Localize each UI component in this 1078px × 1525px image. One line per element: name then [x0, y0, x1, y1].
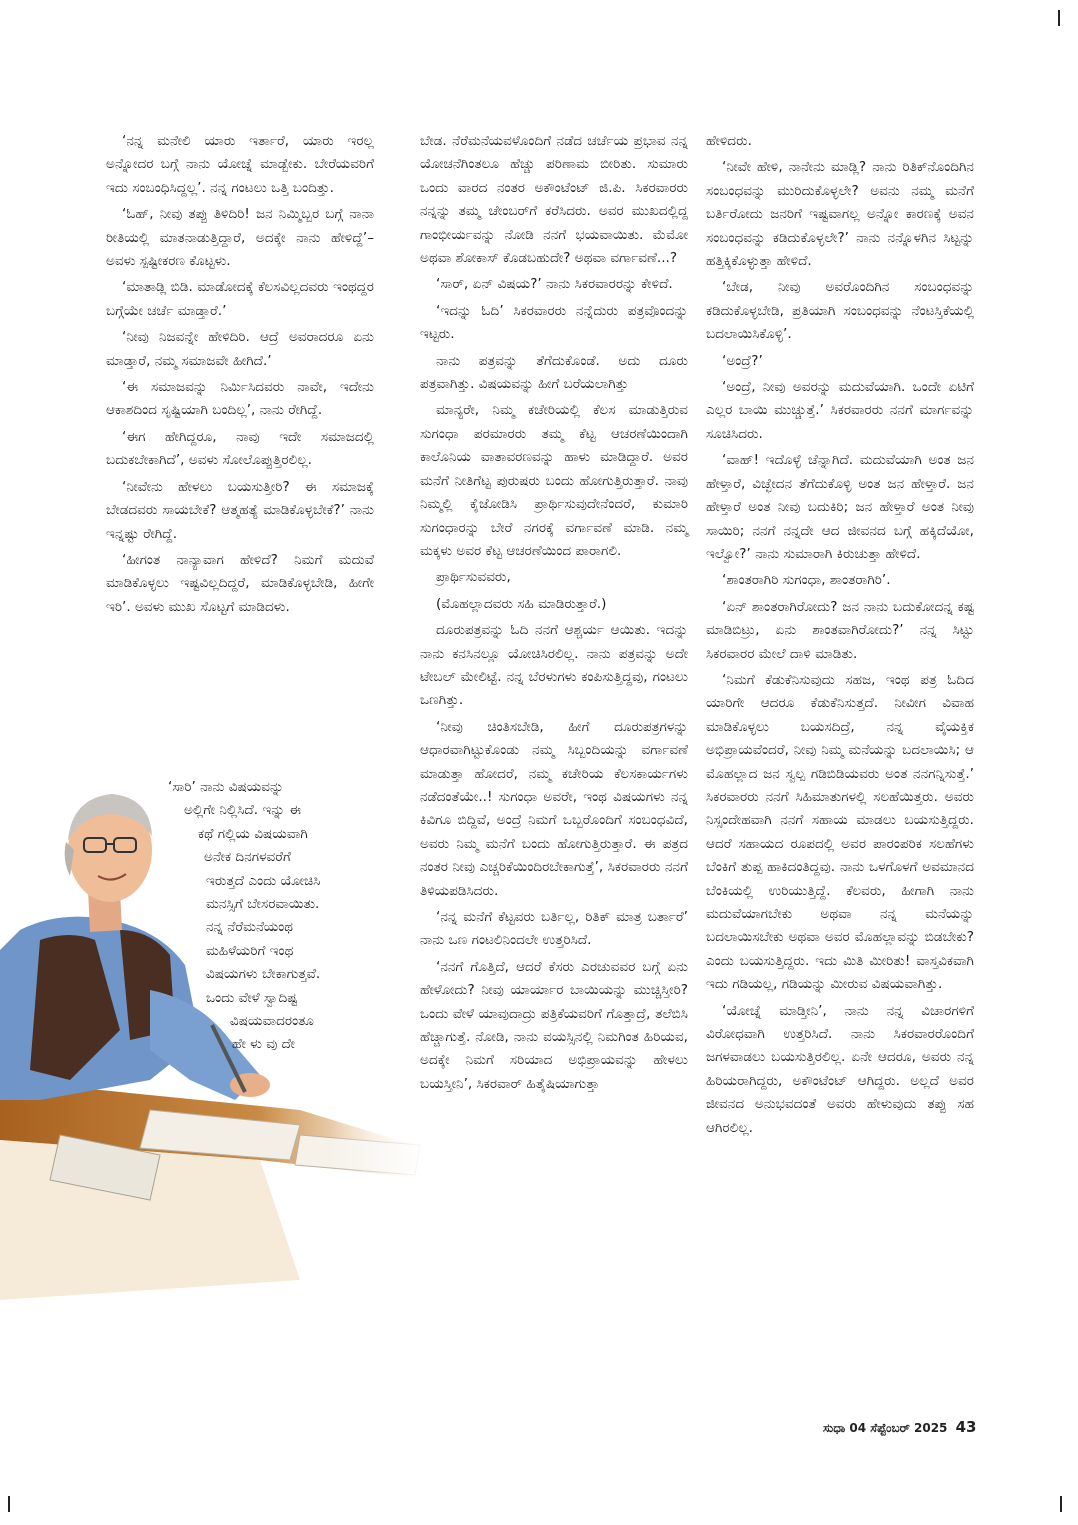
paragraph: ಮಾನ್ಯರೇ, ನಿಮ್ಮ ಕಚೇರಿಯಲ್ಲಿ ಕೆಲಸ ಮಾಡುತ್ತಿರುವ ಸುಗಂಧಾ ಪರಮಾರರು ತಮ್ಮ ಕೆಟ್ಟ ಆಚರಣೆಯಿಂದಾಗಿ ಕಾಲೊನಿಯ ವಾತಾವರಣವನ್ನು ಹಾಳು ಮಾಡಿದ್ದಾರೆ. ಅವರ ಮನೆಗೆ ನೀತಿಗೆಟ್ಟ ಪುರುಷರು ಬಂದು ಹೋಗುತ್ತಿರುತ್ತಾರೆ. ನಾವು ನಿಮ್ಮಲ್ಲಿ ಕೈಜೋಡಿಸಿ ಪ್ರಾರ್ಥಿಸುವುದೇನೆಂದರೆ, ಕುಮಾರಿ ಸುಗಂಧಾರನ್ನು ಬೇರೆ ನಗರಕ್ಕೆ ವರ್ಗಾವಣೆ ಮಾಡಿ. ನಮ್ಮ ಮಕ್ಕಳು ಅವರ ಕೆಟ್ಟ ಆಚರಣೆಯಿಂದ ಪಾರಾಗಲಿ.: [420, 402, 688, 559]
text-line: ಅಲ್ಲಿಗೇ ನಿಲ್ಲಿಸಿದೆ. ಇನ್ನು ಈ: [184, 802, 302, 819]
text-line: ಮಹಿಳೆಯರಿಗೆ ಇಂಥ: [206, 942, 294, 959]
page-footer: [823, 1418, 976, 1436]
paragraph: ನಾನು ಪತ್ರವನ್ನು ತೆಗೆದುಕೊಂಡೆ. ಅದು ದೂರು ಪತ್ರವಾಗಿತ್ತು. ವಿಷಯವನ್ನು ಹೀಗೆ ಬರೆಯಲಾಗಿತ್ತು: [420, 352, 688, 393]
crop-mark: [1058, 10, 1060, 26]
text-line: ಒಂದು ವೇಳೆ ಸ್ವಾದಿಷ್ಟ: [206, 989, 298, 1006]
paragraph: ‘ನೀವೇನು ಹೇಳಲು ಬಯಸುತ್ತೀರಿ? ಈ ಸಮಾಜಕ್ಕೆ ಬೇಡದವರು ಸಾಯಬೇಕೆ? ಆತ್ಮಹತ್ಯೆ ಮಾಡಿಕೊಳ್ಳಬೇಕೆ?’ ನಾನು ಇನ್ನಷ್ಟು ರೇಗಿದ್ದೆ.: [106, 478, 374, 542]
paragraph: ‘ಬೇಡ, ನೀವು ಅವರೊಂದಿಗಿನ ಸಂಬಂಧವನ್ನು ಕಡಿದುಕೊಳ್ಳಬೇಡಿ, ಪ್ರತಿಯಾಗಿ ಸಂಬಂಧವನ್ನು ನೆಂಟಸ್ತಿಕೆಯಲ್ಲಿ ಬದಲಾಯಿಸಿಕೊಳ್ಳಿ’.: [706, 279, 974, 343]
paragraph: ‘ನನಗೆ ಗೊತ್ತಿದೆ, ಆದರೆ ಕೆಸರು ಎರಚುವವರ ಬಗ್ಗೆ ಏನು ಹೇಳೋದು? ನೀವು ಯಾರ್ಯಾರ ಬಾಯಿಯನ್ನು ಮುಚ್ಚಿಸ್ತೀರಿ? ಒಂದು ವೇಳೆ ಯಾವುದಾದ್ರು ಪತ್ರಿಕೆಯವರಿಗೆ ಗೊತ್ತಾದ್ರೆ, ತಲೆಬಿಸಿ ಹೆಚ್ಚಾಗುತ್ತೆ. ನೋಡಿ, ನಾನು ವಯಸ್ಸಿನಲ್ಲಿ ನಿಮಗಿಂತ ಹಿರಿಯವ, ಅದಕ್ಕೇ ನಿಮಗೆ ಸರಿಯಾದ ಅಭಿಪ್ರಾಯವನ್ನು ಹೇಳಲು ಬಯಸ್ತೀನಿ’, ಸಿಕರವಾರ್ ಹಿತೈಷಿಯಾಗುತ್ತಾ: [420, 958, 688, 1092]
paragraph: ‘ವಾಹ್! ಇದೊಳ್ಳೆ ಚೆನ್ನಾಗಿದೆ. ಮದುವೆಯಾಗಿ ಅಂತ ಜನ ಹೇಳ್ತಾರೆ, ವಿಚ್ಛೇದನ ತೆಗೆದುಕೊಳ್ಳಿ ಅಂತ ಜನ ಹೇಳ್ತಾರೆ. ಜನ ಹೇಳ್ತಾರೆ ಅಂತ ನೀವು ಬದುಕಿರಿ; ಜನ ಹೇಳ್ತಾರೆ ಅಂತ ನೀವು ಸಾಯಿರಿ; ನನಗೆ ನನ್ನದೇ ಆದ ಜೀವನದ ಬಗ್ಗೆ ಹಕ್ಕಿದೆಯೋ, ಇಲ್ವೋ?’ ನಾನು ಸುಮಾರಾಗಿ ಕಿರುಚುತ್ತಾ ಹೇಳಿದೆ.: [706, 452, 974, 562]
text-line: ವಿಷಯವಾದರಂತೂ: [230, 1013, 314, 1030]
paragraph: ‘ನಿಮಗೆ ಕೆಡುಕೆನಿಸುವುದು ಸಹಜ, ಇಂಥ ಪತ್ರ ಓದಿದ ಯಾರಿಗೇ ಆದರೂ ಕೆಡುಕೆನಿಸುತ್ತದೆ. ನೀವೀಗ ವಿವಾಹ ಮಾಡಿಕೊಳ್ಳಲು ಬಯಸದಿದ್ರೆ, ನನ್ನ ವೈಯಕ್ತಿಕ ಅಭಿಪ್ರಾಯವೆಂದರೆ, ನೀವು ನಿಮ್ಮ ಮನೆಯನ್ನು ಬದಲಾಯಿಸಿ; ಆ ಮೊಹಲ್ಲಾದ ಜನ ಸ್ವಲ್ಪ ಗಡಿಬಿಡಿಯವರು ಅಂತ ನನಗನ್ನಿಸುತ್ತೆ.’ ಸಿಕರವಾರರು ನನಗೆ ಸಿಹಿಮಾತುಗಳಲ್ಲಿ ಸಲಹೆಯಿತ್ತರು. ಅವರು ನಿಸ್ಸಂದೇಹವಾಗಿ ನನಗೆ ಸಹಾಯ ಮಾಡಲು ಬಯಸುತ್ತಿದ್ದರು. ಆದರೆ ಸಹಾಯದ ರೂಪದಲ್ಲಿ ಅವರ ಪಾರಂಪರಿಕ ಸಲಹೆಗಳು ಬೆಂಕಿಗೆ ತುಪ್ಪ ಹಾಕಿದಂತಿದ್ದವು. ನಾನು ಒಳಗೊಳಗೆ ಅವಮಾನದ ಬೆಂಕಿಯಲ್ಲಿ ಉರಿಯುತ್ತಿದ್ದೆ. ಕೆಲವರು, ಹೀಗಾಗಿ ನಾನು ಮದುವೆಯಾಗಬೇಕು ಅಥವಾ ನನ್ನ ಮನೆಯನ್ನು ಬದಲಾಯಿಸಬೇಕು ಅಥವಾ ಅವರ ಮೊಹಲ್ಲಾವನ್ನು ಬಿಡಬೇಕು? ಎಂದು ಬಯಸುತ್ತಿದ್ದರು. ಇದು ಮಿತಿ ಮೀರಿತು! ವಾಸ್ತವಿಕವಾಗಿ ಇದು ಗಡಿಯಲ್ಲ, ಗಡಿಯನ್ನು ಮೀರುವ ವಿಷಯವಾಗಿತ್ತು.: [706, 671, 974, 993]
paragraph: ‘ಈಗ ಹೇಗಿದ್ದರೂ, ನಾವು ಇದೇ ಸಮಾಜದಲ್ಲಿ ಬದುಕಬೇಕಾಗಿದೆ’, ಅವಳು ಸೋಲೊಪ್ಪುತ್ತಿರಲಿಲ್ಲ.: [106, 428, 374, 469]
crop-mark: [1060, 1496, 1062, 1512]
paragraph: ‘ಯೋಚ್ನೆ ಮಾಡ್ತೀನಿ’, ನಾನು ನನ್ನ ವಿಚಾರಗಳಿಗೆ ವಿರೋಧವಾಗಿ ಉತ್ತರಿಸಿದೆ. ನಾನು ಸಿಕರವಾರರೊಂದಿಗೆ ಜಗಳವಾಡಲು ಬಯಸುತ್ತಿರಲಿಲ್ಲ. ಏನೇ ಆದರೂ, ಅವರು ನನ್ನ ಹಿರಿಯರಾಗಿದ್ದರು, ಅಕೌಂಟೆಂಟ್ ಆಗಿದ್ದರು. ಅಲ್ಲದೆ ಅವರ ಜೀವನದ ಅನುಭವದಂತೆ ಅವರು ಹೇಳುವುದು ತಪ್ಪು ಸಹ ಆಗಿರಲಿಲ್ಲ.: [706, 1002, 974, 1136]
magazine-name: ಸುಧಾ: [823, 1421, 846, 1435]
paragraph: ‘ಅಂದ್ರೆ, ನೀವು ಅವರನ್ನು ಮದುವೆಯಾಗಿ. ಒಂದೇ ಏಟಿಗೆ ಎಲ್ಲರ ಬಾಯಿ ಮುಚ್ಚುತ್ತೆ.’ ಸಿಕರವಾರರು ನನಗೆ ಮಾರ್ಗವನ್ನು ಸೂಚಿಸಿದರು.: [706, 379, 974, 442]
paragraph: ದೂರುಪತ್ರವನ್ನು ಓದಿ ನನಗೆ ಆಶ್ಚರ್ಯ ಆಯಿತು. ಇದನ್ನು ನಾನು ಕನಸಿನಲ್ಲೂ ಯೋಚಿಸಿರಲಿಲ್ಲ. ನಾನು ಪತ್ರವನ್ನು ಅದೇ ಟೇಬಲ್ ಮೇಲಿಟ್ಟೆ. ನನ್ನ ಬೆರಳುಗಳು ಕಂಪಿಸುತ್ತಿದ್ದವು, ಗಂಟಲು ಒಣಗಿತ್ತು.: [420, 622, 688, 709]
paragraph: ‘ಅಂದ್ರೆ?’: [722, 352, 763, 369]
text-column-middle: [420, 130, 688, 1099]
page-number: 43: [955, 1418, 977, 1436]
paragraph: ‘ನೀವು ನಿಜವನ್ನೇ ಹೇಳಿದಿರಿ. ಆದ್ರೆ ಅವರಾದರೂ ಏನು ಮಾಡ್ತಾರೆ, ನಮ್ಮ ಸಮಾಜವೇ ಹೀಗಿದೆ.’: [106, 329, 374, 369]
paragraph: ‘ಮಾತಾಡ್ಲಿ ಬಿಡಿ. ಮಾಡೋದಕ್ಕೆ ಕೆಲಸವಿಲ್ಲದವರು ಇಂಥದ್ದರ ಬಗ್ಗೆಯೇ ಚರ್ಚೆ ಮಾಡ್ತಾರೆ.’: [106, 279, 374, 319]
text-column-left: [106, 130, 374, 622]
paragraph: ‘ಸಾರ್, ಏನ್ ವಿಷಯ?’ ನಾನು ಸಿಕರವಾರರನ್ನು ಕೇಳಿದೆ.: [436, 276, 673, 293]
paragraph: ಬೇಡ. ನೆರೆಮನೆಯವಳೊಂದಿಗೆ ನಡೆದ ಚರ್ಚೆಯ ಪ್ರಭಾವ ನನ್ನ ಯೋಚನೆಗಿಂತಲೂ ಹೆಚ್ಚು ಪರಿಣಾಮ ಬೀರಿತು. ಸುಮಾರು ಒಂದು ವಾರದ ನಂತರ ಅಕೌಂಟೆಂಟ್ ಜಿ.ಪಿ. ಸಿಕರವಾರರು ನನ್ನನ್ನು ತಮ್ಮ ಚೇಂಬರ್‌ಗೆ ಕರೆಸಿದರು. ಅವರ ಮುಖದಲ್ಲಿದ್ದ ಗಾಂಭೀರ್ಯವನ್ನು ನೋಡಿ ನನಗೆ ಭಯವಾಯಿತು. ಮೆಮೋ ಅಥವಾ ಶೋಕಾಸ್ ಕೊಡಬಹುದೇ? ಅಥವಾ ವರ್ಗಾವಣೆ...?: [420, 133, 688, 267]
text-wrap-around-illustration: [106, 776, 374, 1057]
text-line: ಇರುತ್ತದೆ ಎಂದು ಯೋಚಿಸಿ: [206, 872, 321, 889]
issue-date: 04 ಸೆಪ್ಟೆಂಬರ್ 2025: [849, 1421, 948, 1435]
text-line: ವಿಷಯಗಳು ಬೇಕಾಗುತ್ತವೆ.: [206, 966, 321, 983]
paragraph: ‘ನೀವು ಚಿಂತಿಸಬೇಡಿ, ಹೀಗೆ ದೂರುಪತ್ರಗಳನ್ನು ಆಧಾರವಾಗಿಟ್ಟುಕೊಂಡು ನಮ್ಮ ಸಿಬ್ಬಂದಿಯನ್ನು ವರ್ಗಾವಣೆ ಮಾಡುತ್ತಾ ಹೋದರೆ, ನಮ್ಮ ಕಚೇರಿಯ ಕೆಲಸಕಾರ್ಯಗಳು ನಡೆದಂತೆಯೇ..! ಸುಗಂಧಾ ಅವರೇ, ಇಂಥ ವಿಷಯಗಳು ನನ್ನ ಕಿವಿಗೂ ಬಿದ್ದಿವೆ, ಅಂದ್ರೆ ನಿಮಗೆ ಒಬ್ಬರೊಂದಿಗೆ ಸಂಬಂಧವಿದೆ, ಅವರು ನಿಮ್ಮ ಮನೆಗೆ ಬಂದು ಹೋಗುತ್ತಿರುತ್ತಾರೆ. ಈ ಪತ್ರದ ನಂತರ ನೀವು ಎಚ್ಚರಿಕೆಯಿಂದಿರಬೇಕಾಗುತ್ತೆ’, ಸಿಕರವಾರರು ನನಗೆ ತಿಳಿಯಪಡಿಸಿದರು.: [420, 718, 688, 899]
paragraph: ‘ಹೀಗಂತ ನಾನ್ಯಾವಾಗ ಹೇಳಿದೆ? ನಿಮಗೆ ಮದುವೆ ಮಾಡಿಕೊಳ್ಳಲು ಇಷ್ಟವಿಲ್ಲದಿದ್ದರೆ, ಮಾಡಿಕೊಳ್ಳಬೇಡಿ, ಹೀಗೇ ಇರಿ’. ಅವಳು ಮುಖ ಸೊಟ್ಟಗೆ ಮಾಡಿದಳು.: [106, 551, 374, 615]
paragraph: ‘ಈ ಸಮಾಜವನ್ನು ನಿರ್ಮಿಸಿದವರು ನಾವೇ, ಇದೇನು ಆಕಾಶದಿಂದ ಸೃಷ್ಟಿಯಾಗಿ ಬಂದಿಲ್ಲ’, ನಾನು ರೇಗಿದ್ದೆ.: [106, 379, 374, 419]
paragraph: ‘ಇದನ್ನು ಓದಿ’ ಸಿಕರವಾರರು ನನ್ನೆದುರು ಪತ್ರವೊಂದನ್ನು ಇಟ್ಟರು.: [420, 302, 688, 343]
crop-mark: [8, 1496, 10, 1512]
text-line: ಮನಸ್ಸಿಗೆ ಬೇಸರವಾಯಿತು.: [206, 896, 320, 913]
text-column-right: [706, 130, 974, 1143]
paragraph: ಪ್ರಾರ್ಥಿಸುವವರು,: [436, 569, 511, 586]
paragraph: ‘ಶಾಂತರಾಗಿರಿ ಸುಗಂಧಾ, ಶಾಂತರಾಗಿರಿ’.: [722, 572, 891, 589]
text-line: ನನ್ನ ನೆರೆಮನೆಯಂಥ: [206, 919, 294, 936]
text-line: ಕಥೆ ಗಲ್ಲಿಯ ವಿಷಯವಾಗಿ: [198, 825, 308, 842]
paragraph: ‘ನನ್ನ ಮನೇಲಿ ಯಾರು ಇರ್ತಾರೆ, ಯಾರು ಇರಲ್ಲ ಅನ್ನೋದರ ಬಗ್ಗೆ ನಾನು ಯೋಚ್ನೆ ಮಾಡ್ಬೇಕು. ಬೇರೆಯವರಿಗೆ ಇದು ಸಂಬಂಧಿಸಿದ್ದಲ್ಲ’. ನನ್ನ ಗಂಟಲು ಒತ್ತಿ ಬಂದಿತ್ತು.: [106, 133, 374, 196]
paragraph: ‘ನೀವೇ ಹೇಳಿ, ನಾನೇನು ಮಾಡ್ಲಿ? ನಾನು ರಿತಿಕ್‌ನೊಂದಿಗಿನ ಸಂಬಂಧವನ್ನು ಮುರಿದುಕೊಳ್ಳಲೇ? ಅವನು ನಮ್ಮ ಮನೆಗೆ ಬರ್ತಿರೋದು ಜನರಿಗೆ ಇಷ್ಟವಾಗಲ್ಲ ಅನ್ನೋ ಕಾರಣಕ್ಕೆ ಅವನ ಸಂಬಂಧವನ್ನು ಕಡಿದುಕೊಳ್ಳಲೇ?’ ನಾನು ನನ್ನೊಳಗಿನ ಸಿಟ್ಟನ್ನು ಹತ್ತಿಕ್ಕಿಕೊಳ್ಳುತ್ತಾ ಹೇಳಿದೆ.: [706, 159, 974, 270]
paragraph: ‘ನನ್ನ ಮನೆಗೆ ಕೆಟ್ಟವರು ಬರ್ತಿಲ್ಲ, ರಿತಿಕ್ ಮಾತ್ರ ಬರ್ತಾರೆ’ ನಾನು ಒಣ ಗಂಟಲಿನಿಂದಲೇ ಉತ್ತರಿಸಿದೆ.: [420, 909, 688, 949]
text-line: ‘ಸಾರಿ’ ನಾನು ವಿಷಯವನ್ನು: [168, 779, 284, 795]
paragraph: ‘ಓಹ್, ನೀವು ತಪ್ಪು ತಿಳಿದಿರಿ! ಜನ ನಿಮ್ಮಿಬ್ಬರ ಬಗ್ಗೆ ನಾನಾ ರೀತಿಯಲ್ಲಿ ಮಾತನಾಡುತ್ತಿದ್ದಾರೆ, ಅದಕ್ಕೇ ನಾನು ಹೇಳಿದ್ದೆ’– ಅವಳು ಸ್ಪಷ್ಟೀಕರಣ ಕೊಟ್ಟಳು.: [106, 206, 374, 270]
text-line: ಅನೇಕ ದಿನಗಳವರೆಗೆ: [204, 849, 291, 866]
paragraph: ಹೇಳಿದರು.: [706, 133, 752, 149]
text-line: ಹೇ ಳು ವು ದೇ: [232, 1036, 295, 1053]
paragraph: ‘ಏನ್ ಶಾಂತರಾಗಿರೋದು? ಜನ ನಾನು ಬದುಕೋದನ್ನ ಕಷ್ಟ ಮಾಡಿಬಿಟ್ರು, ಏನು ಶಾಂತವಾಗಿರೋದು?’ ನನ್ನ ಸಿಟ್ಟು ಸಿಕರವಾರರ ಮೇಲೆ ದಾಳಿ ಮಾಡಿತು.: [706, 598, 974, 662]
paragraph: (ಮೊಹಲ್ಲಾದವರು ಸಹಿ ಮಾಡಿರುತ್ತಾರೆ.): [436, 595, 607, 612]
